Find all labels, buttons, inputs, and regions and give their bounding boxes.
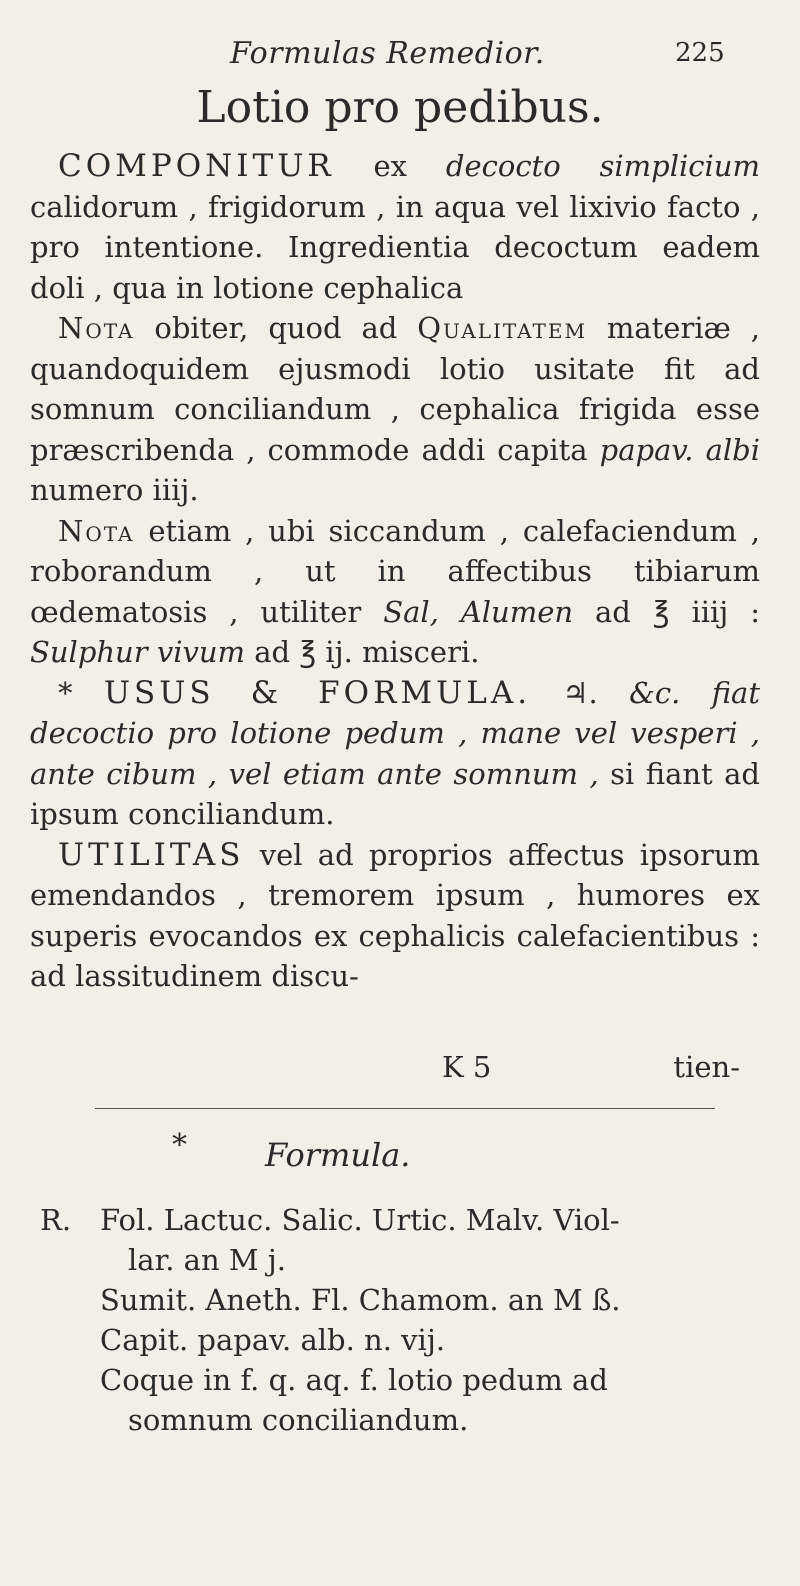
recipe-line (40, 1320, 770, 1360)
recipe-line (40, 1400, 770, 1440)
recipe-line (40, 1240, 770, 1280)
paragraph-text: obiter, quod ad (134, 311, 418, 345)
recipe-line (40, 1360, 770, 1400)
recipe-text: Fol. Lactuc. Salic. Urtic. Malv. Viol- (100, 1203, 620, 1237)
lead-word: USUS & FORMULA. (103, 674, 532, 711)
footnote-header (0, 1128, 800, 1178)
recipe-text: Sumit. Aneth. Fl. Chamom. an M ß. (100, 1283, 621, 1317)
paragraph-text: si fiant ad ipsum conciliandum. (30, 756, 760, 831)
italic-text: Sal, Alumen (383, 594, 574, 629)
lead-word: Nota (58, 513, 135, 548)
recipe-block (40, 1200, 770, 1440)
paragraph-text: ad ℥ ij. misceri. (245, 635, 480, 669)
running-head (0, 36, 800, 76)
paragraph-text: ad ℥ iiij : (573, 594, 760, 629)
paragraph-text: vel ad proprios affectus ipsorum emendandos , tremorem ipsum , humores ex superis evocandos ex cephalicis calefacientibus : ad lassitudinem discu- (30, 837, 760, 993)
recipe-line (40, 1280, 770, 1320)
recipe-text: somnum conciliandum. (128, 1403, 469, 1437)
paragraph-usus (30, 673, 760, 835)
italic-text: papav. albi (599, 432, 760, 467)
signature-line (30, 1050, 760, 1090)
footnote-divider (95, 1108, 715, 1109)
catchword: tien- (673, 1050, 740, 1084)
paragraph-text: etiam , ubi siccandum , calefaciendum , roborandum , ut in affectibus tibiarum œdematosis , utiliter (30, 513, 760, 629)
paragraph-text: calidorum , frigidorum , in aqua vel lixivio facto , pro intentione. Ingredientia decoctum eadem doli , qua in lotione cephalica (30, 189, 760, 305)
recipe-line (40, 1200, 770, 1240)
footnote-mark: * (58, 675, 104, 710)
paragraph-nota-etiam (30, 511, 760, 673)
recipe-symbol: R. (40, 1203, 72, 1237)
paragraph-componitur (30, 146, 760, 308)
page-number: 225 (675, 38, 725, 68)
paragraph-nota-qualitatem (30, 308, 760, 511)
italic-text: &c. fiat decoctio pro lotione pedum , mane vel vesperi , ante cibum , vel etiam ante somnum , (30, 675, 760, 791)
italic-text: decocto simplicium (445, 149, 760, 183)
running-title: Formulas Remedior. (230, 36, 545, 71)
italic-text: Sulphur vivum (30, 635, 246, 669)
recipe-text: lar. an M j. (128, 1243, 286, 1277)
footnote-title: Formula. (265, 1136, 411, 1174)
paragraph-utilitas (30, 835, 760, 997)
paragraph-text: materiæ , quandoquidem ejusmodi lotio usitate fit ad somnum conciliandum , cephalica frigida esse præscribenda , commode addi capita (30, 311, 760, 467)
section-title: Lotio pro pedibus. (196, 82, 604, 133)
recipe-text: Capit. papav. alb. n. vij. (100, 1323, 446, 1357)
signature-mark: K 5 (442, 1050, 492, 1084)
body-text (30, 146, 760, 997)
lead-word: Nota (58, 311, 135, 345)
recipe-text: Coque in f. q. aq. f. lotio pedum ad (100, 1363, 608, 1397)
paragraph-text: ♃. (531, 675, 630, 710)
lead-word: COMPONITUR (58, 148, 335, 184)
lead-word: UTILITAS (58, 836, 245, 873)
asterisk-mark: * (172, 1128, 187, 1163)
lead-word: Qualitatem (417, 311, 587, 345)
paragraph-text: numero iiij. (30, 473, 199, 507)
paragraph-text: ex (334, 149, 446, 183)
